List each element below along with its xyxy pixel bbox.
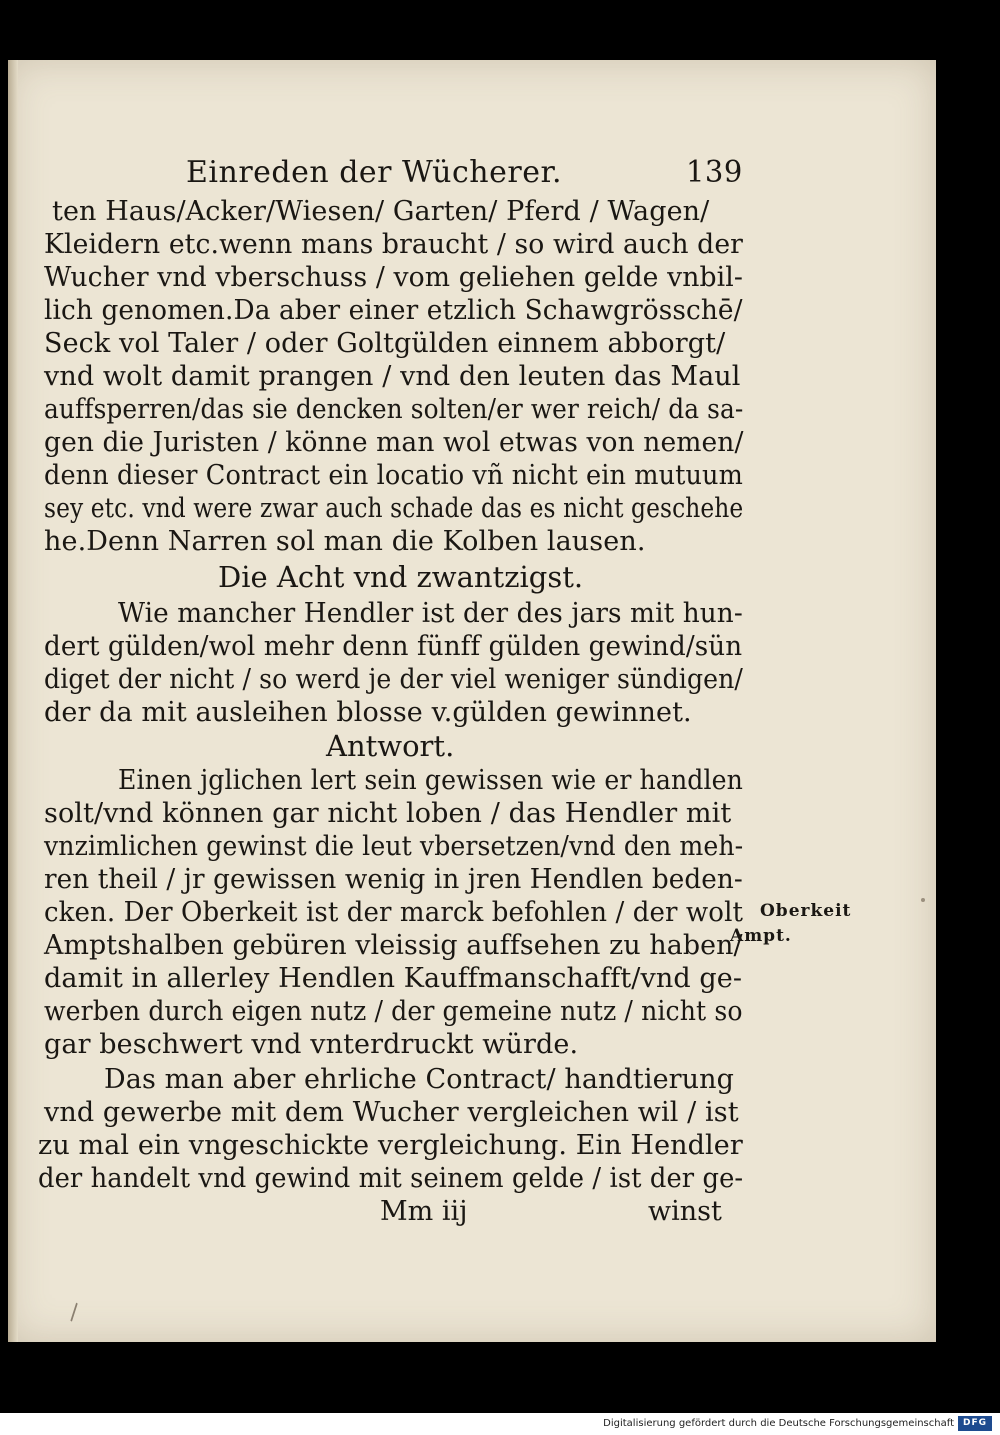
text-line: diget der nicht / so werd je der viel weniger sündigen/ (44, 664, 744, 695)
credit-bar (0, 1413, 1000, 1435)
page-edge (8, 60, 18, 1342)
text-line: denn dieser Contract ein locatio vñ nicht ein mutuum (44, 460, 743, 491)
text-line: Einen jglichen lert sein gewissen wie er handlen (118, 765, 743, 796)
margin-note-line: Oberkeit (760, 901, 852, 921)
page-number: 139 (686, 155, 743, 190)
dfg-logo: DFG (958, 1416, 992, 1431)
text-line: damit in allerley Hendlen Kauffmanschafft/vnd ge- (44, 963, 743, 994)
text-line: werben durch eigen nutz / der gemeine nutz / nicht so (44, 996, 743, 1027)
signature-mark: Mm iij (380, 1196, 468, 1227)
running-head: Einreden der Wücherer. (186, 155, 563, 190)
text-line: vnd wolt damit prangen / vnd den leuten das Maul (44, 361, 741, 392)
text-line: der da mit ausleihen blosse v.gülden gewinnet. (44, 697, 692, 728)
text-line: gar beschwert vnd vnterdruckt würde. (44, 1029, 579, 1060)
text-line: cken. Der Oberkeit ist der marck befohlen / der wolt (44, 897, 744, 928)
pencil-mark-icon: \ (63, 1300, 84, 1325)
catchword: winst (648, 1196, 722, 1227)
section-heading: Die Acht vnd zwantzigst. (218, 560, 584, 594)
book-page (8, 60, 936, 1342)
text-line: gen die Juristen / könne man wol etwas von nemen/ (44, 427, 744, 458)
text-line: Kleidern etc.wenn mans braucht / so wird auch der (44, 229, 744, 260)
text-line: Seck vol Taler / oder Goltgülden einnem abborgt/ (44, 328, 726, 359)
text-line: he.Denn Narren sol man die Kolben lausen. (44, 526, 646, 557)
text-line: vnd gewerbe mit dem Wucher vergleichen wil / ist (44, 1097, 739, 1128)
margin-note-line: Ampt. (730, 926, 792, 946)
paper-speck (921, 898, 925, 902)
text-line: Wie mancher Hendler ist der des jars mit hun- (118, 598, 743, 629)
dfg-credit-text: Digitalisierung gefördert durch die Deutsche Forschungsgemeinschaft (603, 1418, 954, 1429)
text-line: Das man aber ehrliche Contract/ handtierung (104, 1064, 735, 1095)
text-line: solt/vnd können gar nicht loben / das Hendler mit (44, 798, 732, 829)
text-line: Amptshalben gebüren vleissig auffsehen zu haben/ (44, 930, 743, 961)
text-line: ten Haus/Acker/Wiesen/ Garten/ Pferd / Wagen/ (52, 196, 710, 227)
text-line: auffsperren/das sie dencken solten/er wer reich/ da sa- (44, 394, 744, 425)
text-line: ren theil / jr gewissen wenig in jren Hendlen beden- (44, 864, 743, 895)
text-line: vnzimlichen gewinst die leut vbersetzen/vnd den meh- (44, 831, 744, 862)
text-line: zu mal ein vngeschickte vergleichung. Ein Hendler (38, 1130, 743, 1161)
text-line: sey etc. vnd were zwar auch schade das es nicht geschehe (44, 493, 744, 524)
text-line: lich genomen.Da aber einer etzlich Schawgrösschē/ (44, 295, 743, 326)
answer-heading: Antwort. (326, 729, 455, 763)
text-line: der handelt vnd gewind mit seinem gelde / ist der ge- (38, 1163, 744, 1194)
text-line: dert gülden/wol mehr denn fünff gülden gewind/sün (44, 631, 743, 662)
text-line: Wucher vnd vberschuss / vom geliehen gelde vnbil- (44, 262, 743, 293)
